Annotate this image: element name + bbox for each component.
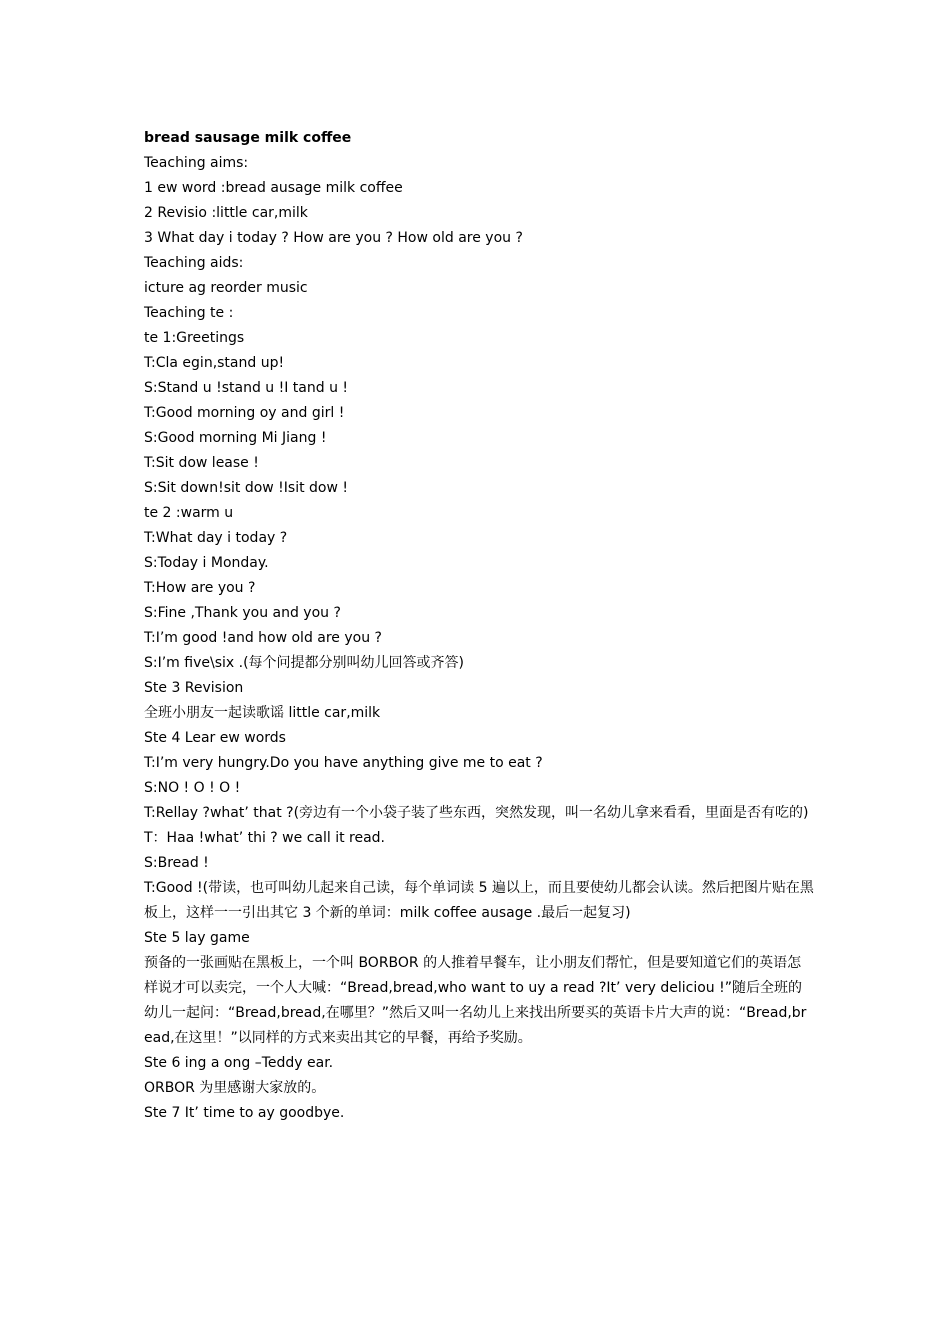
- document-line: S:I’m five\six .(每个问提都分别叫幼儿回答或齐答): [144, 655, 464, 671]
- document-line: T:Good !(带读，也可叫幼儿起来自己读，每个单词读 5 遍以上，而且要使幼儿都会认读。然后把图片贴在黑板上，这样一一引出其它 3 个新的单词：milk coffee ausage .最后一起复习): [144, 880, 814, 921]
- document-line: S:Fine ,Thank you and you ?: [144, 605, 341, 621]
- document-line: Teaching te :: [144, 305, 234, 321]
- document-line: Teaching aids:: [144, 255, 244, 271]
- document-line: te 2 :warm u: [144, 505, 234, 521]
- document-line: S:NO ! O ! O !: [144, 780, 241, 796]
- document-line: S:Today i Monday.: [144, 555, 269, 571]
- document-line: Ste 6 ing a ong –Teddy ear.: [144, 1055, 334, 1071]
- document-line: Ste 4 Lear ew words: [144, 730, 286, 746]
- document-line: T:What day i today ?: [144, 530, 288, 546]
- document-line: Teaching aims:: [144, 155, 249, 171]
- document-line: 2 Revisio :little car,milk: [144, 205, 308, 221]
- document-line: S:Bread !: [144, 855, 209, 871]
- document-line: S:Good morning Mi Jiang !: [144, 430, 327, 446]
- document-lines: [144, 151, 814, 1126]
- document-line: 预备的一张画贴在黑板上，一个叫 BORBOR 的人推着早餐车，让小朋友们帮忙，但是要知道它们的英语怎样说才可以卖完，一个人大喊：“Bread,bread,who want to uy a read ?It’ very deliciou !”随后全班的幼儿一起问：“Bread,bread,在哪里？”然后又叫一名幼儿上来找出所要买的英语卡片大声的说：“Bread,bread,在这里！”以同样的方式来卖出其它的早餐，再给予奖励。: [144, 955, 807, 1046]
- document-line: T:Rellay ?what’ that ?(旁边有一个小袋子装了些东西，突然发现，叫一名幼儿拿来看看，里面是否有吃的): [144, 805, 809, 821]
- document-line: T：Haa !what’ thi ? we call it read.: [144, 830, 386, 846]
- document-body: [144, 126, 814, 1126]
- document-line: 1 ew word :bread ausage milk coffee: [144, 180, 403, 196]
- document-line: 全班小朋友一起读歌谣 little car,milk: [144, 705, 381, 721]
- document-line: Ste 7 It’ time to ay goodbye.: [144, 1105, 345, 1121]
- document-line: T:How are you ?: [144, 580, 256, 596]
- document-line: Ste 5 lay game: [144, 930, 250, 946]
- document-line: ORBOR 为里感谢大家放的。: [144, 1080, 326, 1096]
- document-title: bread sausage milk coffee: [144, 130, 352, 146]
- document-line: T:I’m good !and how old are you ?: [144, 630, 382, 646]
- document-line: icture ag reorder music: [144, 280, 308, 296]
- document-line: T:Cla egin,stand up!: [144, 355, 285, 371]
- document-line: Ste 3 Revision: [144, 680, 244, 696]
- document-line: T:I’m very hungry.Do you have anything give me to eat ?: [144, 755, 543, 771]
- document-line: 3 What day i today ? How are you ? How old are you ?: [144, 230, 523, 246]
- document-line: T:Good morning oy and girl !: [144, 405, 345, 421]
- document-line: S:Stand u !stand u !I tand u !: [144, 380, 349, 396]
- document-line: T:Sit dow lease !: [144, 455, 259, 471]
- document-line: S:Sit down!sit dow !Isit dow !: [144, 480, 349, 496]
- document-line: te 1:Greetings: [144, 330, 245, 346]
